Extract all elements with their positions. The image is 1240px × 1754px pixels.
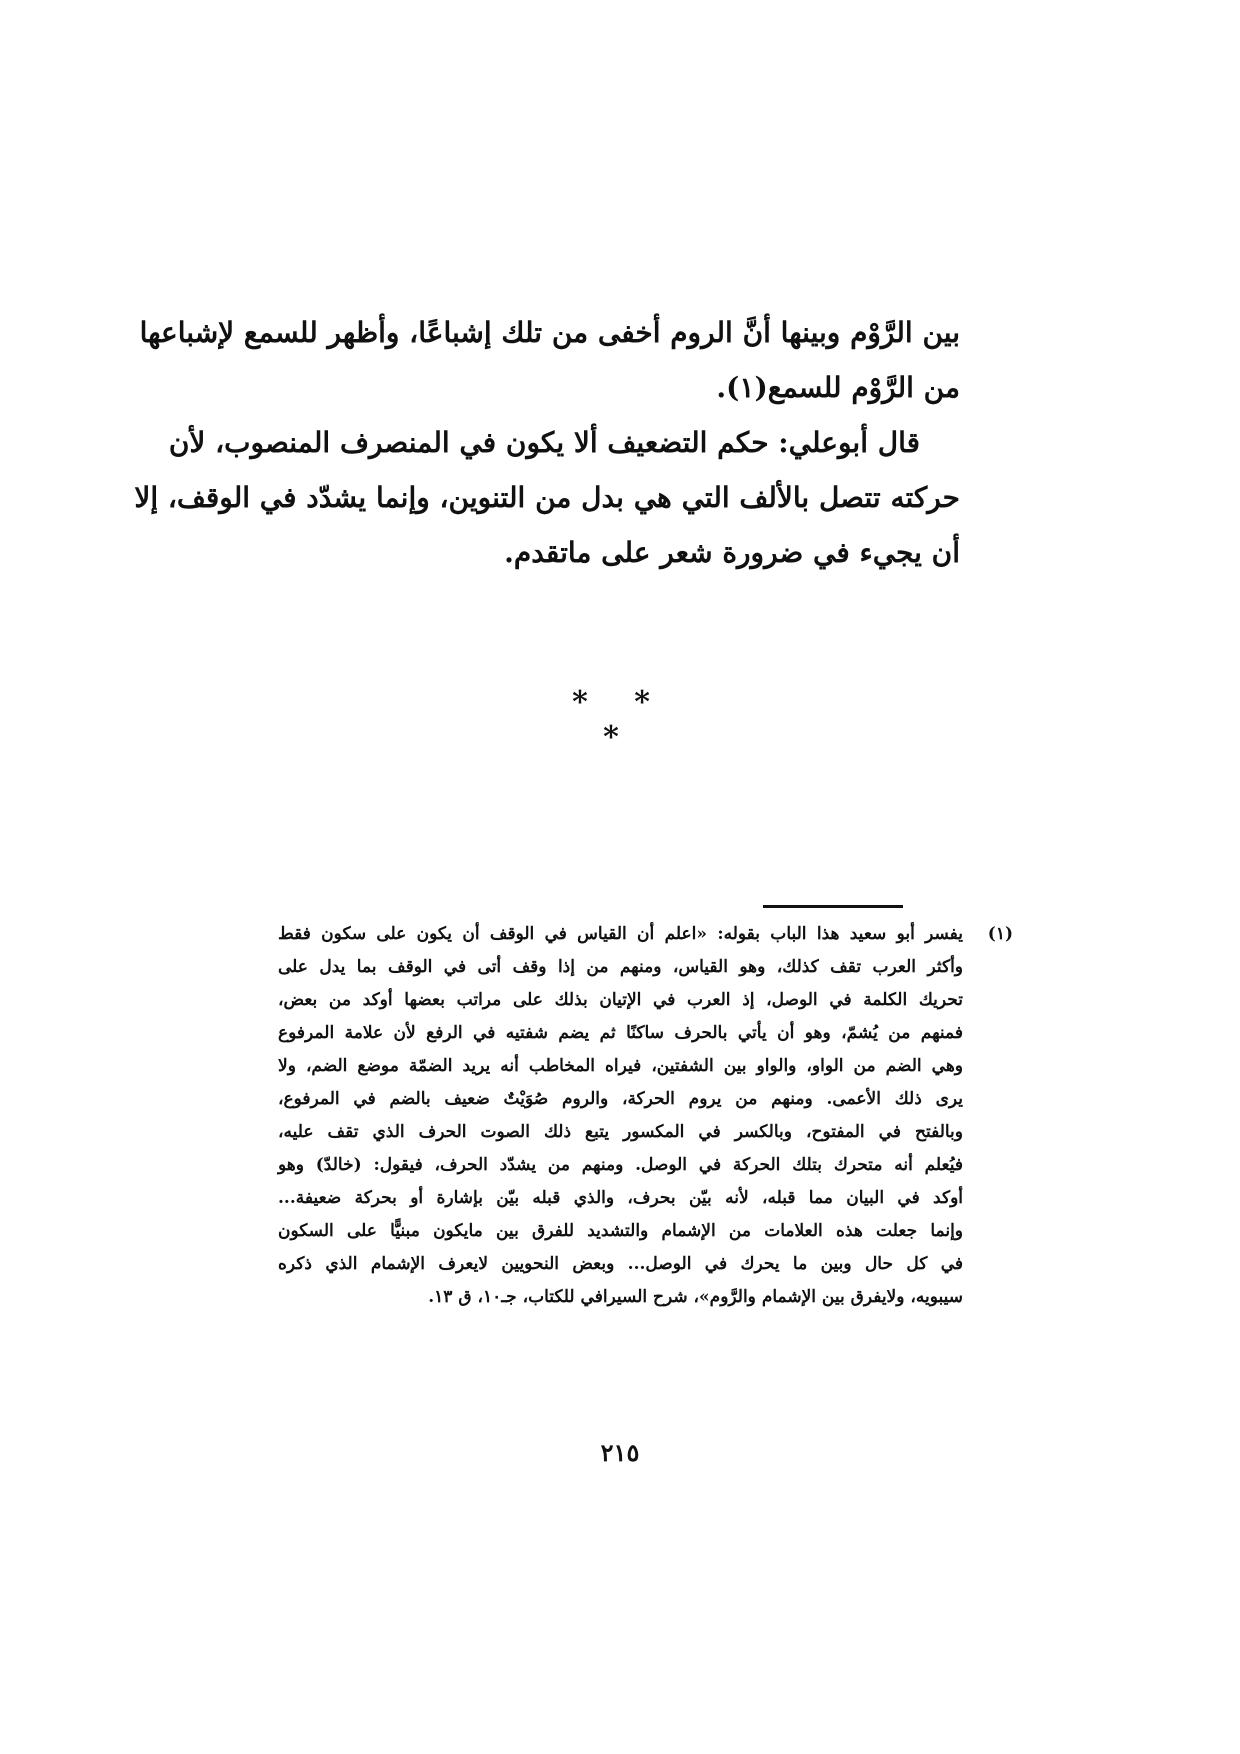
footnote-line: تحريك الكلمة في الوصل، إذ العرب في الإتيان بذلك على مراتب بعضها أوكد من بعض، (278, 990, 963, 1010)
footnote-line: وإنما جعلت هذه العلامات من الإشمام والتشديد للفرق بين مايكون مبنيًّا على السكون (278, 1221, 963, 1241)
footnote-block (278, 918, 1013, 1314)
body-line: بين الرَّوْم وبينها أنَّ الروم أخفى من تلك إشباعًا، وأظهر للسمع لإشباعها (139, 316, 960, 349)
main-text-block (134, 305, 960, 580)
footnote-line: وبالفتح في المفتوح، وبالكسر في المكسور يتبع ذلك الصوت الحرف الذي تقف عليه، (278, 1122, 963, 1142)
page-number: ٢١٥ (600, 1438, 640, 1467)
footnote-line: فمنهم من يُشمّ، وهو أن يأتي بالحرف ساكنًا ثم يضم شفتيه في الرفع لأن علامة المرفوع (278, 1023, 963, 1043)
footnote-divider (763, 905, 903, 908)
footnote-line: يرى ذلك الأعمى. ومنهم من يروم الحركة، والروم صُوَيْتٌ ضعيف بالضم في المرفوع، (278, 1089, 963, 1109)
body-line: أن يجيء في ضرورة شعر على ماتقدم. (504, 536, 960, 569)
section-separator: * * * (572, 685, 668, 755)
footnote-marker: (١) (987, 924, 1013, 944)
body-line: من الرَّوْم للسمع(١). (716, 371, 960, 404)
body-line: قال أبوعلي: حكم التضعيف ألا يكون في المنصرف المنصوب، لأن (168, 426, 920, 459)
body-line: حركته تتصل بالألف التي هي بدل من التنوين، وإنما يشدّد في الوقف، إلا (134, 481, 960, 514)
footnote-line: في كل حال وبين ما يحرك في الوصل... وبعض النحويين لايعرف الإشمام الذي ذكره (278, 1254, 963, 1274)
footnote-line: فيُعلم أنه متحرك بتلك الحركة في الوصل. ومنهم من يشدّد الحرف، فيقول: (خالدّ) وهو (278, 1155, 963, 1175)
footnote-line: يفسر أبو سعيد هذا الباب بقوله: «اعلم أن القياس في الوقف أن يكون على سكون فقط (278, 924, 963, 944)
footnote-line: سيبويه، ولايفرق بين الإشمام والرَّوم»، شرح السيرافي للكتاب، جـ١٠، ق ١٣. (428, 1287, 963, 1307)
footnote-line: وهي الضم من الواو، والواو بين الشفتين، فيراه المخاطب أنه يريد الضمّة موضع الضم، ولا (278, 1056, 963, 1076)
footnote-line: وأكثر العرب تقف كذلك، وهو القياس، ومنهم من إذا وقف أتى في الوقف بما يدل على (278, 957, 963, 977)
footnote-line: أوكد في البيان مما قبله، لأنه بيّن بحرف، والذي قبله بيّن بإشارة أو بحركة ضعيفة... (278, 1188, 963, 1208)
